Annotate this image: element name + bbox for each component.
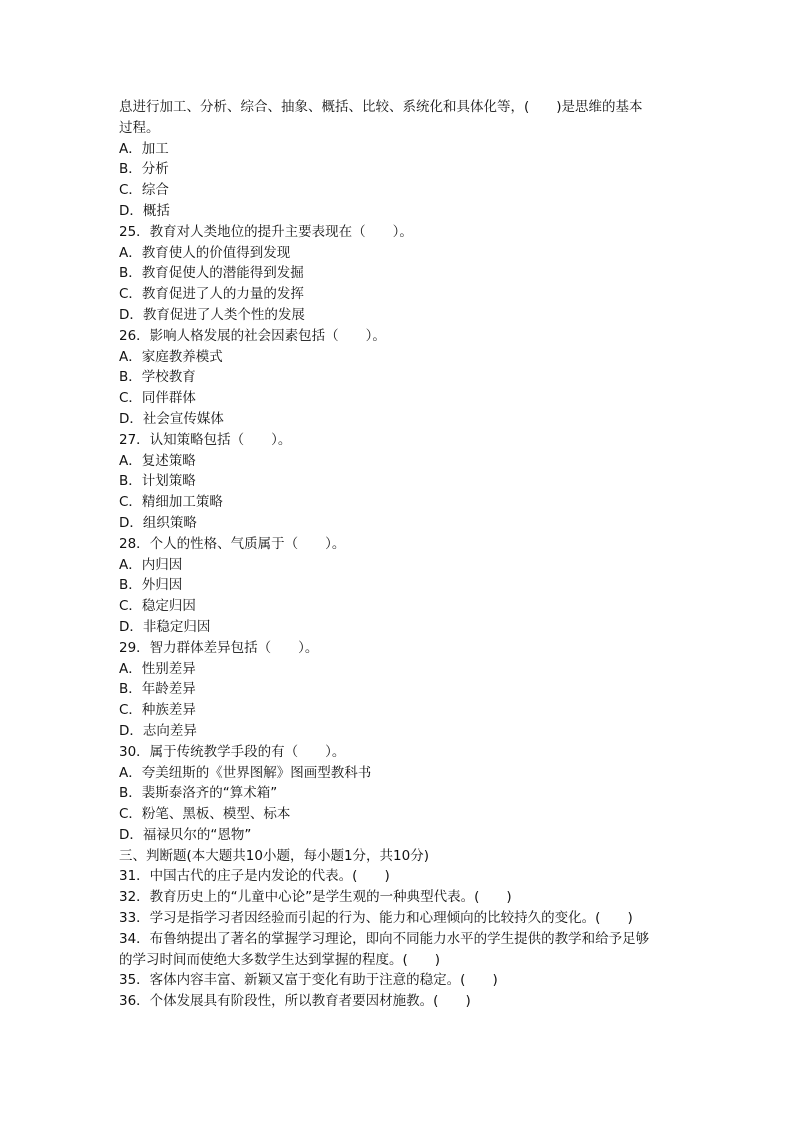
question-32: 32．教育历史上的“儿童中心论”是学生观的一种典型代表。( ): [119, 889, 512, 906]
option-d: D．社会宣传媒体: [119, 410, 224, 427]
question-31: 31．中国古代的庄子是内发论的代表。( ): [119, 868, 390, 885]
question-stem: 26．影响人格发展的社会因素包括（ ）。: [119, 327, 386, 344]
question-stem: 27．认知策略包括（ ）。: [119, 431, 292, 448]
option-d: D．福禄贝尔的“恩物”: [119, 826, 252, 843]
intro-line-2: 过程。: [119, 119, 160, 136]
option-b: B．教育促使人的潜能得到发掘: [119, 265, 304, 282]
question-26: [119, 326, 699, 430]
question-stem: 30．属于传统教学手段的有（ ）。: [119, 743, 346, 760]
intro-line-1: 息进行加工、分析、综合、抽象、概括、比较、系统化和具体化等，( )是思维的基本: [119, 99, 643, 115]
option-b: B．裴斯泰洛齐的“算术箱”: [119, 785, 278, 802]
question-29: [119, 638, 699, 742]
option-a: A．教育使人的价值得到发现: [119, 244, 291, 261]
option-c: C．粉笔、黑板、模型、标本: [119, 806, 291, 823]
option-c: C．教育促进了人的力量的发挥: [119, 286, 304, 303]
section-true-false: [119, 846, 699, 1012]
question-25: [119, 222, 699, 326]
option-b: B．外归因: [119, 577, 183, 594]
option-b: B．年龄差异: [119, 681, 196, 698]
question-33: 33．学习是指学习者因经验而引起的行为、能力和心理倾向的比较持久的变化。( ): [119, 910, 633, 927]
option-c: C．同伴群体: [119, 390, 196, 407]
option-d: D．教育促进了人类个性的发展: [119, 306, 305, 323]
option-a: A．夸美纽斯的《世界图解》图画型教科书: [119, 764, 372, 781]
intro-option-a: A．加工: [119, 140, 169, 157]
option-c: C．精细加工策略: [119, 494, 223, 511]
question-stem: 28．个人的性格、气质属于（ ）。: [119, 535, 346, 552]
intro-option-c: C．综合: [119, 182, 169, 199]
document-page: [119, 97, 699, 1012]
question-stem: 25．教育对人类地位的提升主要表现在（ ）。: [119, 223, 413, 240]
question-34-line-2: 的学习时间而使绝大多数学生达到掌握的程度。( ): [119, 951, 441, 968]
question-stem: 29．智力群体差异包括（ ）。: [119, 639, 319, 656]
option-b: B．学校教育: [119, 369, 196, 386]
question-36: 36．个体发展具有阶段性，所以教育者要因材施教。( ): [119, 993, 471, 1010]
option-c: C．种族差异: [119, 702, 196, 719]
option-a: A．家庭教养模式: [119, 348, 223, 365]
question-34-line-1: 34．布鲁纳提出了著名的掌握学习理论，即向不同能力水平的学生提供的教学和给予足够: [119, 930, 650, 947]
question-35: 35．客体内容丰富、新颖又富于变化有助于注意的稳定。( ): [119, 972, 498, 989]
option-c: C．稳定归因: [119, 598, 196, 615]
option-a: A．内归因: [119, 556, 183, 573]
option-d: D．志向差异: [119, 722, 197, 739]
question-30: [119, 742, 699, 846]
option-d: D．非稳定归因: [119, 618, 211, 635]
option-a: A．复述策略: [119, 452, 196, 469]
question-27: [119, 430, 699, 534]
intro-option-b: B．分析: [119, 161, 169, 178]
option-a: A．性别差异: [119, 660, 196, 677]
option-b: B．计划策略: [119, 473, 196, 490]
section-heading: 三、判断题(本大题共10小题，每小题1分，共10分): [119, 847, 429, 864]
question-28: [119, 534, 699, 638]
option-d: D．组织策略: [119, 514, 197, 531]
intro-option-d: D．概括: [119, 202, 170, 219]
